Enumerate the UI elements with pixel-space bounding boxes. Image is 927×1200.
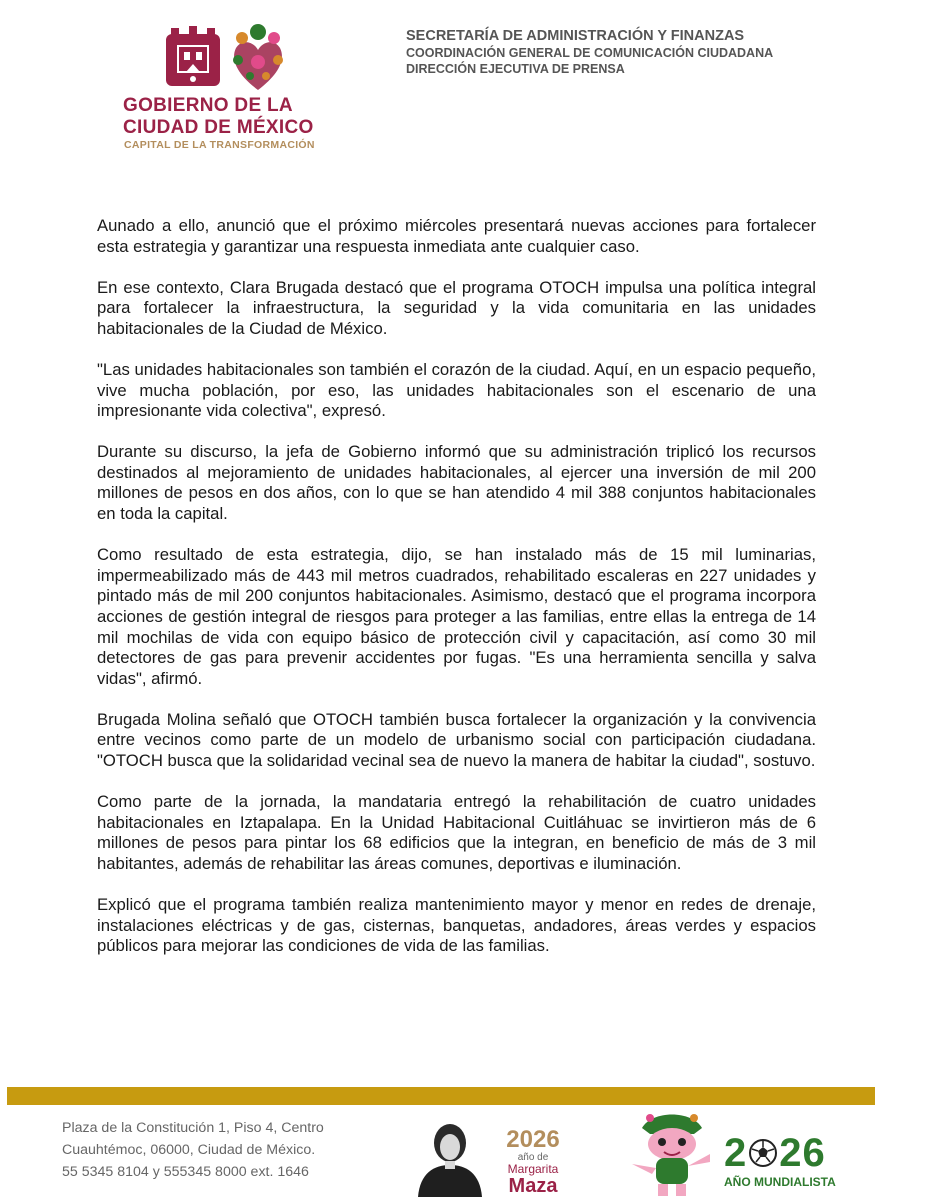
government-tagline: CAPITAL DE LA TRANSFORMACIÓN: [124, 139, 315, 151]
paragraph: Aunado a ello, anunció que el próximo miércoles presentará nuevas acciones para fortalecer esta estrategia y garantizar una respuesta inmediata ante cualquier caso.: [97, 216, 816, 256]
margarita-line4: Maza: [508, 1175, 558, 1197]
margarita-line2: año de: [517, 1152, 549, 1163]
margarita-line3: Margarita: [507, 1162, 559, 1176]
address-line3: 55 5345 8104 y 555345 8000 ext. 1646: [62, 1164, 309, 1180]
paragraph: "Las unidades habitacionales son también el corazón de la ciudad. Aquí, en un espacio pequeño, vive mucha población, por eso, las unidades habitacionales son el escenario de una impresionante vida colectiva", expresó.: [97, 359, 816, 421]
axolotl-mascot-icon: [622, 1108, 722, 1200]
mundial-subtitle: AÑO MUNDIALISTA: [724, 1175, 836, 1189]
address-line2: Cuauhtémoc, 06000, Ciudad de México.: [62, 1142, 316, 1158]
government-name: [123, 95, 343, 139]
department-block: [406, 28, 773, 76]
footer-divider-bar: [7, 1087, 875, 1105]
footer-address: [62, 1117, 324, 1183]
mundial-year: [724, 1133, 849, 1173]
address-line1: Plaza de la Constitución 1, Piso 4, Centro: [62, 1120, 324, 1136]
department-line1: SECRETARÍA DE ADMINISTRACIÓN Y FINANZAS: [406, 28, 745, 44]
soccer-ball-icon: [748, 1138, 778, 1168]
paragraph: Durante su discurso, la jefa de Gobierno informó que su administración triplicó los recursos destinados al mejoramiento de unidades habitacionales, al ejercer una inversión de mil 200 millones de pesos en dos años, con lo que se han atendido 4 mil 388 conjuntos habitacionales en toda la capital.: [97, 442, 816, 524]
margarita-year: 2026: [506, 1126, 560, 1153]
margarita-maza-logo: [488, 1128, 578, 1196]
paragraph: Brugada Molina señaló que OTOCH también busca fortalecer la organización y la convivencia entre vecinos como parte de un modelo de urbanismo social con participación ciudadana. "OTOCH busca que la solidaridad vecinal sea de nuevo la manera de habitar la ciudad", sostuvo.: [97, 709, 816, 770]
paragraph: Explicó que el programa también realiza mantenimiento mayor y menor en redes de drenaje, instalaciones eléctricas y de gas, cisternas, banquetas, andadores, áreas verdes y espacios públicos para mejorar las condiciones de vida de las familias.: [97, 894, 816, 956]
letterhead: [0, 0, 927, 170]
government-name-line1: GOBIERNO DE LA: [123, 95, 293, 116]
paragraph: En ese contexto, Clara Brugada destacó que el programa OTOCH impulsa una política integral para fortalecer la infraestructura, la seguridad y la vida comunitaria en las unidades habitacionales de la Ciudad de México.: [97, 277, 816, 338]
mundial-year-b: 26: [779, 1131, 826, 1175]
department-line3: DIRECCIÓN EJECUTIVA DE PRENSA: [406, 62, 625, 76]
press-release-body: [97, 216, 816, 977]
mundial-year-a: 2: [724, 1131, 748, 1175]
government-name-line2: CIUDAD DE MÉXICO: [123, 117, 314, 138]
mundial-logo: [724, 1133, 849, 1189]
department-line2: COORDINACIÓN GENERAL DE COMUNICACIÓN CIUDADANA: [406, 46, 774, 60]
paragraph: Como resultado de esta estrategia, dijo, se han instalado más de 15 mil luminarias, impermeabilizado más de 443 mil metros cuadrados, rehabilitado escaleras en 227 unidades y pintado más de mil 200 conjuntos habitacionales. Asimismo, destacó que el programa incorpora acciones de gestión integral de riesgos para proteger a las familias, entre ellas la entrega de 14 mil mochilas de vida con equipo básico de protección civil y capacitación, así como 30 mil detectores de gas para prevenir accidentes por fugas. "Es una herramienta sencilla y salva vidas", afirmó.: [97, 545, 816, 688]
coat-of-arms-icon: [162, 24, 224, 90]
portrait-icon: [410, 1117, 488, 1197]
flower-heart-icon: [228, 20, 288, 94]
paragraph: Como parte de la jornada, la mandataria entregó la rehabilitación de cuatro unidades habitacionales en Iztapalapa. En la Unidad Habitacional Cuitláhuac se invirtieron más de 6 millones de pesos para pintar los 68 edificios que la integran, en beneficio de más de 3 mil habitantes, además de rehabilitar las áreas comunes, deportivas e iluminación.: [97, 792, 816, 873]
